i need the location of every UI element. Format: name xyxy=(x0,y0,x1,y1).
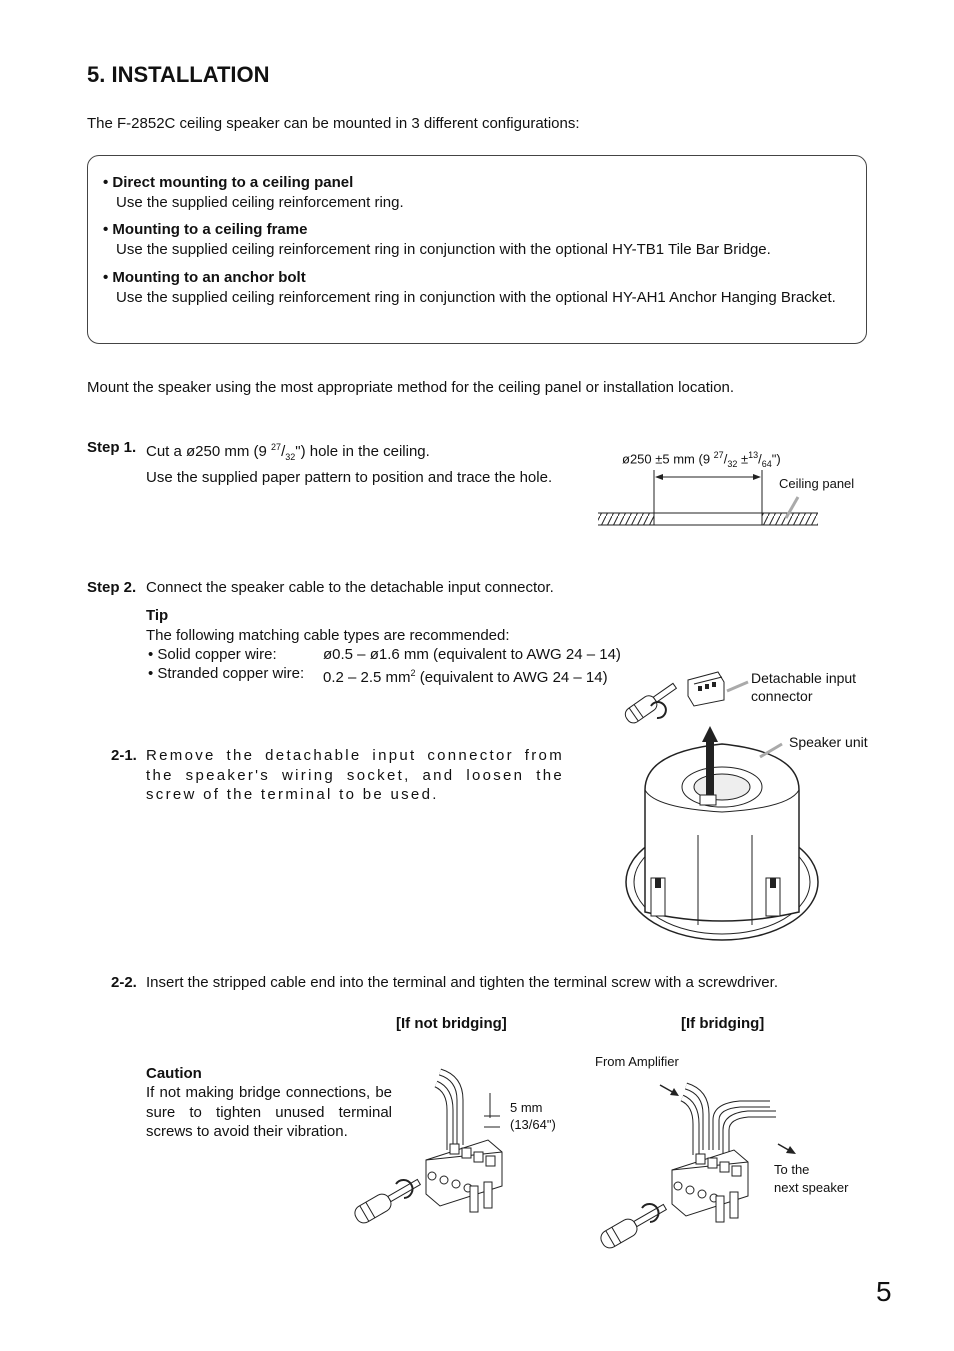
tip-title: Tip xyxy=(146,607,169,624)
config-title: • Mounting to an anchor bolt xyxy=(103,269,306,286)
stranded-wire-value: 0.2 – 2.5 $mm^2$ (equivalent to AWG 24 – 14) xyxy=(323,668,608,686)
strip-length-label: 5 mm (13/64") xyxy=(510,1100,556,1132)
config-desc: Use the supplied ceiling reinforcement ring in conjunction with the optional HY-TB1 Tile Bar Bridge. xyxy=(116,240,771,258)
not-bridging-heading: [If not bridging] xyxy=(396,1015,507,1032)
config-title: • Mounting to a ceiling frame xyxy=(103,221,308,238)
mount-note: Mount the speaker using the most appropriate method for the ceiling panel or installation location. xyxy=(87,379,735,396)
step1-label: Step 1. xyxy=(87,439,137,456)
config-desc: Use the supplied ceiling reinforcement ring. xyxy=(116,193,404,211)
connector-label: Detachable input connector xyxy=(751,670,857,704)
to-next-speaker-label: To the next speaker xyxy=(774,1162,849,1195)
caution-title: Caution xyxy=(146,1065,202,1082)
bridging-heading: [If bridging] xyxy=(681,1015,765,1032)
connector-not-bridging xyxy=(426,1072,502,1212)
stranded-wire-label: • Stranded copper wire: xyxy=(148,665,305,682)
ceiling-panel-label: Ceiling panel xyxy=(779,476,855,491)
step1-text: Cut a ø250 mm (9 $^{27}/_{32}$") hole in the ceiling. Use the supplied paper pattern to position and trace the hole. xyxy=(146,442,553,486)
sub2-label: 2-2. xyxy=(111,974,137,991)
sub1-label: 2-1. xyxy=(111,747,137,764)
hole-dimension: ø250 ±5 mm (9 $^{27}/_{32}$ $\pm^{13}/_{64}$") xyxy=(622,450,781,469)
step2-text: Connect the speaker cable to the detachable input connector. xyxy=(146,579,554,596)
tip-text: The following matching cable types are recommended: xyxy=(146,627,510,644)
caution-text: If not making bridge connections, be sure to tighten unused terminal screws to avoid their vibration. xyxy=(146,1084,392,1140)
page-number: 5 xyxy=(876,1276,892,1307)
section-title: 5. INSTALLATION xyxy=(87,62,270,87)
sub2-text: Insert the stripped cable end into the terminal and tighten the terminal screw with a screwdriver. xyxy=(146,974,778,991)
connector-bridging xyxy=(660,1085,796,1222)
intro-text: The F-2852C ceiling speaker can be mounted in 3 different configurations: xyxy=(87,115,580,132)
solid-wire-value: ø0.5 – ø1.6 mm (equivalent to AWG 24 – 14) xyxy=(323,646,621,663)
sub1-text: Remove the detachable input connector from the speaker's wiring socket, and loosen the screw of the terminal to be used. xyxy=(146,747,564,803)
from-amplifier-label: From Amplifier xyxy=(595,1054,679,1069)
config-desc: Use the supplied ceiling reinforcement ring in conjunction with the optional HY-AH1 Anchor Hanging Bracket. xyxy=(116,288,836,306)
solid-wire-label: • Solid copper wire: xyxy=(148,646,277,663)
step2-label: Step 2. xyxy=(87,579,137,596)
config-title: • Direct mounting to a ceiling panel xyxy=(103,174,354,191)
speaker-unit-label: Speaker unit xyxy=(789,734,868,750)
